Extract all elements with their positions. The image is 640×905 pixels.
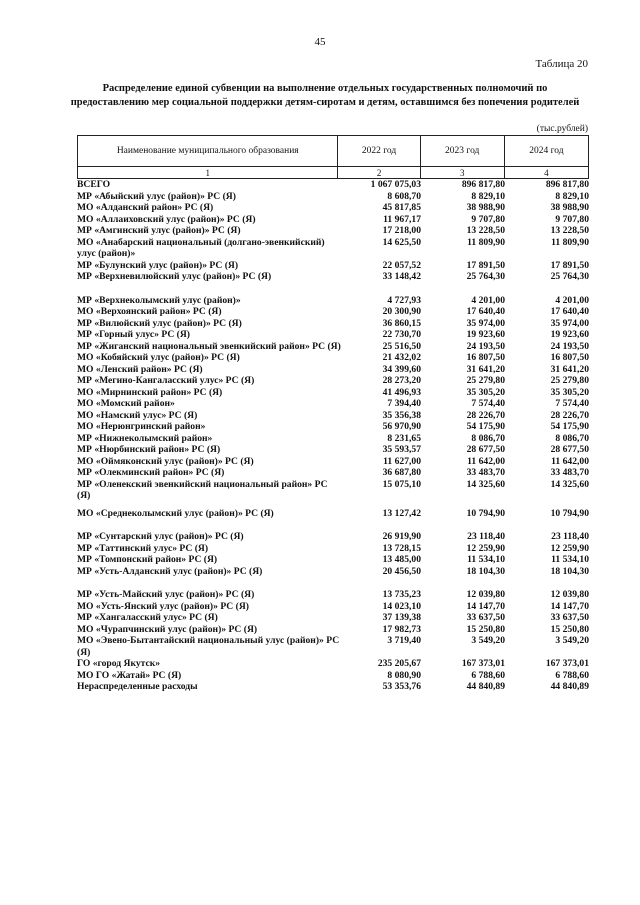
row-value-2023: 896 817,80 xyxy=(461,179,505,190)
row-value-2023: 9 707,80 xyxy=(471,213,505,225)
row-value-2023: 44 840,89 xyxy=(466,681,505,692)
row-value-2024: 8 086,70 xyxy=(555,432,589,444)
row-value-2023: 12 039,80 xyxy=(466,589,505,600)
row-value-2024: 44 840,89 xyxy=(550,681,589,692)
table-row xyxy=(77,341,597,353)
row-value-2022 xyxy=(341,519,421,531)
row-value-2022: 35 593,57 xyxy=(382,444,421,455)
header-num-3: 3 xyxy=(420,167,504,179)
row-value-2024: 10 794,90 xyxy=(550,507,589,519)
row-value-2022: 34 399,60 xyxy=(382,363,421,375)
row-value-2024: 8 829,10 xyxy=(555,190,589,202)
header-num-2: 2 xyxy=(338,167,420,179)
row-value-2023: 11 809,90 xyxy=(467,236,505,248)
table-row xyxy=(77,191,597,203)
row-value-2022: 20 456,50 xyxy=(382,565,421,577)
row-value-2023 xyxy=(421,577,505,589)
header-2024: 2024 год xyxy=(504,136,588,167)
row-value-2024: 4 201,00 xyxy=(555,294,589,306)
row-name xyxy=(77,519,341,531)
row-name: ГО «город Якутск» xyxy=(77,658,161,669)
row-name: МО «Намский улус» РС (Я) xyxy=(77,409,198,421)
row-value-2022: 22 057,52 xyxy=(382,259,421,271)
table-row xyxy=(77,577,597,589)
row-value-2023: 23 118,40 xyxy=(467,531,505,542)
row-value-2023: 8 829,10 xyxy=(471,190,505,202)
row-value-2024: 16 807,50 xyxy=(550,352,589,363)
row-value-2022: 26 919,90 xyxy=(382,531,421,542)
row-value-2022: 14 625,50 xyxy=(382,236,421,248)
row-value-2022: 13 485,00 xyxy=(382,554,421,565)
row-name: МР «Мегино-Кангаласский улус» РС (Я) xyxy=(77,375,255,386)
row-value-2022: 1 067 075,03 xyxy=(370,179,421,190)
table-row xyxy=(77,554,597,566)
row-value-2022: 13 735,23 xyxy=(382,589,421,600)
row-value-2024: 167 373,01 xyxy=(545,658,589,669)
table-row xyxy=(77,467,597,479)
table-title: Распределение единой субвенции на выполнение отдельных государственных полномочий по предоставлению мер социальной поддержки детям-сиротам и детям, оставшимся без попечения родителей xyxy=(70,83,580,108)
row-value-2023: 16 807,50 xyxy=(466,352,505,363)
row-value-2024: 25 279,80 xyxy=(550,375,589,386)
row-value-2024: 11 809,90 xyxy=(551,236,589,248)
row-value-2022: 3 719,40 xyxy=(387,635,421,646)
table-row xyxy=(77,670,597,682)
row-value-2024: 17 640,40 xyxy=(550,306,589,317)
row-name: МР «Усть-Майский улус (район)» РС (Я) xyxy=(77,589,255,600)
header-num-4: 4 xyxy=(504,167,588,179)
row-value-2022: 17 982,73 xyxy=(382,623,421,635)
table-row xyxy=(77,531,597,543)
table-row xyxy=(77,237,597,260)
row-value-2023: 11 642,00 xyxy=(467,455,505,467)
row-name: МР «Жиганский национальный эвенкийский район» РС (Я) xyxy=(77,340,341,352)
row-value-2022: 25 516,50 xyxy=(382,340,421,352)
row-value-2023: 4 201,00 xyxy=(471,294,505,306)
table-row xyxy=(77,421,597,433)
row-name: МО «Верхоянский район» РС (Я) xyxy=(77,306,222,317)
row-name: МО «Среднеколымский улус (район)» РС (Я) xyxy=(77,507,274,519)
row-value-2022 xyxy=(341,283,421,295)
row-value-2022: 22 730,70 xyxy=(382,329,421,340)
row-value-2022: 37 139,38 xyxy=(382,612,421,623)
row-value-2024: 9 707,80 xyxy=(555,213,589,225)
row-value-2022: 33 148,42 xyxy=(382,271,421,282)
row-value-2023: 167 373,01 xyxy=(461,658,505,669)
row-name: МО «Эвено-Бытантайский национальный улус (район)» РС (Я) xyxy=(77,635,340,658)
table-row xyxy=(77,543,597,555)
row-value-2024: 54 175,90 xyxy=(550,421,589,432)
table-row xyxy=(77,456,597,468)
table-row xyxy=(77,635,597,658)
row-value-2022: 8 080,90 xyxy=(387,669,421,681)
row-value-2024: 14 147,70 xyxy=(550,600,589,612)
row-value-2024: 28 226,70 xyxy=(550,409,589,421)
row-value-2022: 20 300,90 xyxy=(382,306,421,317)
row-name: МО «Мирнинский район» РС (Я) xyxy=(77,386,223,398)
row-name: Нераспределенные расходы xyxy=(77,681,198,692)
row-value-2024: 15 250,80 xyxy=(550,623,589,635)
row-value-2022: 11 967,17 xyxy=(383,213,421,225)
row-name: МР «Нюрбинский район» РС (Я) xyxy=(77,444,221,455)
header-2023: 2023 год xyxy=(420,136,504,167)
table-label: Таблица 20 xyxy=(535,58,588,70)
unit-label: (тыс.рублей) xyxy=(536,124,588,134)
table-row xyxy=(77,352,597,364)
row-name xyxy=(77,283,341,295)
row-value-2022: 8 608,70 xyxy=(387,190,421,202)
row-name: МО «Момский район» xyxy=(77,398,175,409)
table-row xyxy=(77,271,597,283)
row-name: МР «Сунтарский улус (район)» РС (Я) xyxy=(77,531,244,542)
row-value-2024: 25 764,30 xyxy=(550,271,589,282)
table-row xyxy=(77,410,597,422)
row-name: МР «Верхнеколымский улус (район)» xyxy=(77,294,241,306)
row-value-2022: 36 687,80 xyxy=(382,467,421,478)
row-name: МР «Оленекский эвенкийский национальный район» РС (Я) xyxy=(77,478,328,501)
header-name: Наименование муниципального образования xyxy=(78,136,338,167)
row-value-2024: 28 677,50 xyxy=(550,444,589,455)
row-value-2024 xyxy=(505,577,589,589)
table-row xyxy=(77,433,597,445)
row-value-2024: 23 118,40 xyxy=(551,531,589,542)
row-name: МР «Усть-Алданский улус (район)» РС (Я) xyxy=(77,565,263,577)
row-value-2023: 17 640,40 xyxy=(466,306,505,317)
table-row xyxy=(77,601,597,613)
row-value-2023: 15 250,80 xyxy=(466,623,505,635)
row-value-2023 xyxy=(421,519,505,531)
row-value-2022: 17 218,00 xyxy=(382,225,421,236)
row-value-2024: 6 788,60 xyxy=(555,669,589,681)
row-value-2024: 11 534,10 xyxy=(551,554,589,565)
row-value-2023: 19 923,60 xyxy=(466,329,505,340)
row-value-2024: 11 642,00 xyxy=(551,455,589,467)
table-row xyxy=(77,318,597,330)
row-value-2024: 896 817,80 xyxy=(545,179,589,190)
table-row xyxy=(77,612,597,624)
row-value-2023: 17 891,50 xyxy=(466,259,505,271)
row-value-2023: 8 086,70 xyxy=(471,432,505,444)
row-value-2022: 14 023,10 xyxy=(382,600,421,612)
row-value-2024: 12 259,90 xyxy=(550,542,589,554)
row-value-2023: 25 279,80 xyxy=(466,375,505,386)
row-value-2022: 235 205,67 xyxy=(377,658,421,669)
row-value-2023: 25 764,30 xyxy=(466,271,505,282)
row-name: МО «Алданский район» РС (Я) xyxy=(77,202,214,213)
row-value-2022: 56 970,90 xyxy=(382,421,421,432)
table-row xyxy=(77,225,597,237)
row-name: МР «Булунский улус (район)» РС (Я) xyxy=(77,259,239,271)
row-name: МР «Горный улус» РС (Я) xyxy=(77,329,190,340)
table-row xyxy=(77,283,597,295)
row-value-2023: 33 483,70 xyxy=(466,467,505,478)
row-value-2023: 28 677,50 xyxy=(466,444,505,455)
table-row xyxy=(77,519,597,531)
table-row xyxy=(77,375,597,387)
row-value-2022: 36 860,15 xyxy=(382,317,421,329)
row-value-2023: 33 637,50 xyxy=(466,612,505,623)
row-name: МР «Вилюйский улус (район)» РС (Я) xyxy=(77,317,242,329)
row-name: МР «Верхневилюйский улус (район)» РС (Я) xyxy=(77,271,272,282)
row-name: МО «Оймяконский улус (район)» РС (Я) xyxy=(77,455,254,467)
row-name: МР «Амгинский улус (район)» РС (Я) xyxy=(77,225,241,236)
row-value-2022: 21 432,02 xyxy=(382,352,421,363)
row-value-2023: 28 226,70 xyxy=(466,409,505,421)
row-value-2022 xyxy=(341,577,421,589)
row-value-2024: 18 104,30 xyxy=(550,565,589,577)
row-value-2023: 24 193,50 xyxy=(466,340,505,352)
row-value-2023: 54 175,90 xyxy=(466,421,505,432)
table-row xyxy=(77,329,597,341)
row-value-2022: 13 728,15 xyxy=(382,542,421,554)
table-row xyxy=(77,306,597,318)
row-value-2023: 10 794,90 xyxy=(466,507,505,519)
row-value-2022: 53 353,76 xyxy=(382,681,421,692)
table-row xyxy=(77,566,597,578)
table-row xyxy=(77,260,597,272)
row-value-2023 xyxy=(421,283,505,295)
row-name: МО «Анабарский национальный (долгано-эвенкийский) улус (район)» xyxy=(77,236,325,259)
row-value-2023: 18 104,30 xyxy=(466,565,505,577)
row-value-2023: 3 549,20 xyxy=(471,635,505,646)
row-value-2024: 33 637,50 xyxy=(550,612,589,623)
row-value-2024 xyxy=(505,283,589,295)
table-header xyxy=(77,135,589,179)
row-name xyxy=(77,577,341,589)
row-value-2024 xyxy=(505,519,589,531)
row-value-2023: 7 574,40 xyxy=(471,398,505,409)
row-name: МО ГО «Жатай» РС (Я) xyxy=(77,669,182,681)
row-value-2022: 13 127,42 xyxy=(382,507,421,519)
table-row xyxy=(77,387,597,399)
table-row xyxy=(77,202,597,214)
row-value-2024: 33 483,70 xyxy=(550,467,589,478)
row-value-2023: 14 147,70 xyxy=(466,600,505,612)
table-row xyxy=(77,364,597,376)
table-row xyxy=(77,479,597,502)
table-row xyxy=(77,589,597,601)
row-name: МР «Хангаласский улус» РС (Я) xyxy=(77,612,218,623)
row-value-2024: 31 641,20 xyxy=(550,363,589,375)
row-value-2024: 14 325,60 xyxy=(550,478,589,490)
row-value-2023: 6 788,60 xyxy=(471,669,505,681)
row-value-2024: 12 039,80 xyxy=(550,589,589,600)
row-value-2023: 13 228,50 xyxy=(466,225,505,236)
row-value-2023: 35 974,00 xyxy=(466,317,505,329)
row-value-2022: 45 817,85 xyxy=(382,202,421,213)
row-value-2022: 11 627,00 xyxy=(383,455,421,467)
row-value-2024: 3 549,20 xyxy=(555,635,589,646)
row-value-2024: 13 228,50 xyxy=(550,225,589,236)
row-name: ВСЕГО xyxy=(77,179,111,190)
row-value-2024: 24 193,50 xyxy=(550,340,589,352)
row-value-2022: 4 727,93 xyxy=(387,294,421,306)
row-value-2023: 11 534,10 xyxy=(467,554,505,565)
row-value-2024: 19 923,60 xyxy=(550,329,589,340)
row-value-2024: 17 891,50 xyxy=(550,259,589,271)
row-value-2022: 41 496,93 xyxy=(382,386,421,398)
row-value-2023: 14 325,60 xyxy=(466,478,505,490)
row-value-2022: 7 394,40 xyxy=(387,398,421,409)
row-value-2024: 7 574,40 xyxy=(555,398,589,409)
row-value-2024: 35 305,20 xyxy=(550,386,589,398)
row-name: МР «Нижнеколымский район» xyxy=(77,432,213,444)
row-value-2024: 35 974,00 xyxy=(550,317,589,329)
row-name: МО «Усть-Янский улус (район)» РС (Я) xyxy=(77,600,249,612)
row-name: МО «Нерюнгринский район» xyxy=(77,421,206,432)
row-value-2023: 38 988,90 xyxy=(466,202,505,213)
table-row xyxy=(77,295,597,307)
row-value-2023: 35 305,20 xyxy=(466,386,505,398)
row-value-2022: 28 273,20 xyxy=(382,375,421,386)
row-value-2023: 31 641,20 xyxy=(466,363,505,375)
table-row xyxy=(77,214,597,226)
table-row xyxy=(77,179,597,191)
row-value-2023: 12 259,90 xyxy=(466,542,505,554)
table-body xyxy=(77,179,597,693)
row-name: МР «Томпонский район» РС (Я) xyxy=(77,554,218,565)
row-name: МО «Кобяйский улус (район)» РС (Я) xyxy=(77,352,240,363)
header-2022: 2022 год xyxy=(338,136,420,167)
row-name: МО «Ленский район» РС (Я) xyxy=(77,363,203,375)
row-value-2024: 38 988,90 xyxy=(550,202,589,213)
table-row xyxy=(77,681,597,693)
row-name: МО «Чурапчинский улус (район)» РС (Я) xyxy=(77,623,258,635)
table-row xyxy=(77,658,597,670)
row-value-2022: 35 356,38 xyxy=(382,409,421,421)
header-num-1: 1 xyxy=(78,167,338,179)
row-name: МР «Олекминский район» РС (Я) xyxy=(77,467,225,478)
table-row xyxy=(77,444,597,456)
row-name: МО «Аллаиховский улус (район)» РС (Я) xyxy=(77,213,256,225)
table-row xyxy=(77,398,597,410)
row-name: МР «Абыйский улус (район)» РС (Я) xyxy=(77,190,236,202)
table-row xyxy=(77,508,597,520)
row-value-2022: 8 231,65 xyxy=(387,432,421,444)
row-value-2022: 15 075,10 xyxy=(382,478,421,490)
table-row xyxy=(77,624,597,636)
row-name: МР «Таттинский улус» РС (Я) xyxy=(77,542,209,554)
page-number: 45 xyxy=(314,36,326,48)
